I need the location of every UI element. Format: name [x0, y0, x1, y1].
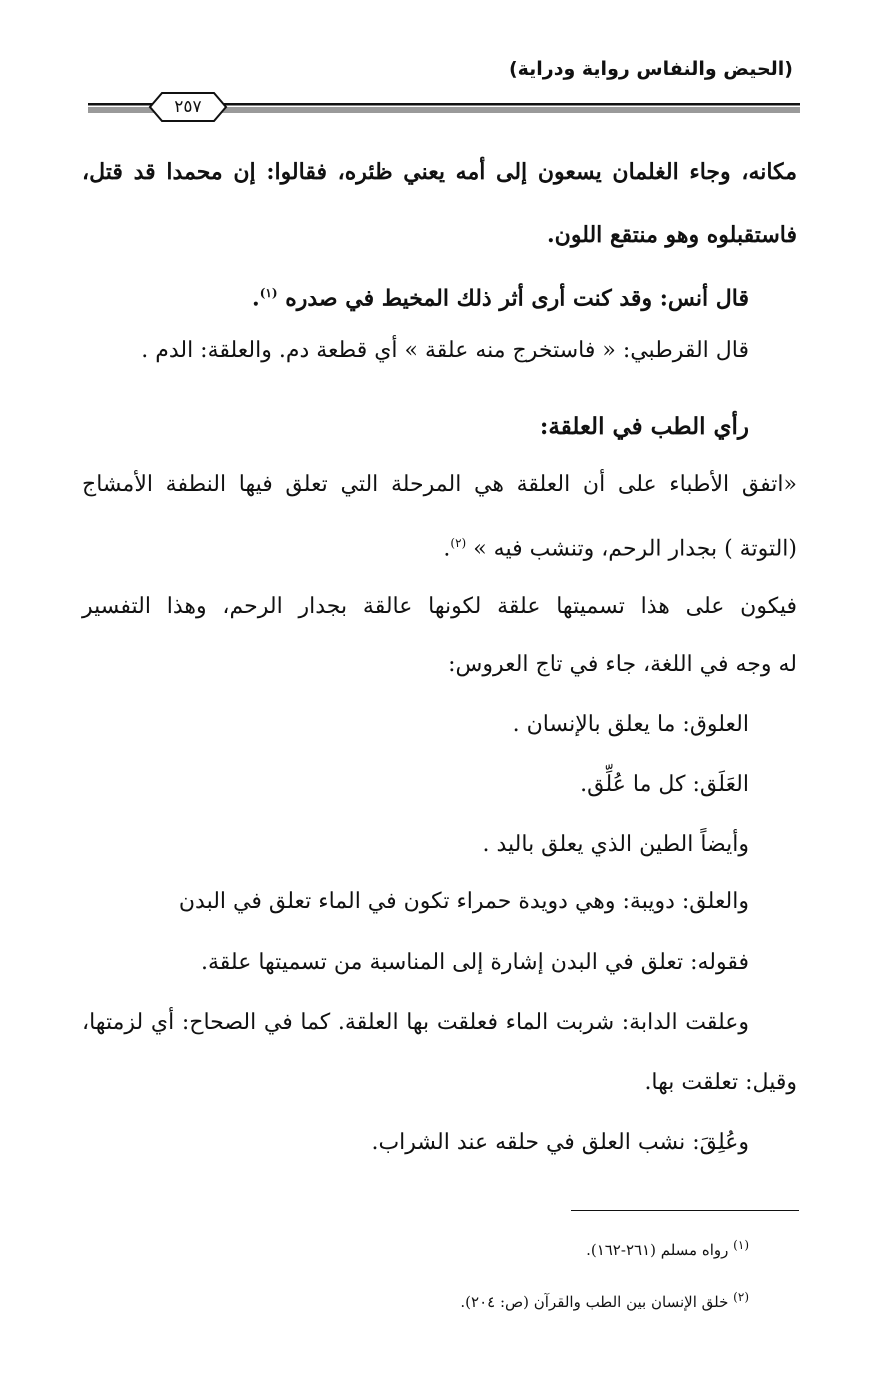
body-line-3 — [252, 278, 749, 313]
body-line-1: مكانه، وجاء الغلمان يسعون إلى أمه يعني ظئره، فقالوا: إن محمدا قد قتل، — [82, 159, 797, 185]
body-line-6: «اتفق الأطباء على أن العلقة هي المرحلة التي تعلق فيها النطفة الأمشاج — [82, 472, 797, 497]
footnote-2 — [460, 1286, 749, 1313]
body-line-12: وأيضاً الطين الذي يعلق باليد . — [482, 832, 749, 857]
footnote-1 — [586, 1234, 749, 1261]
body-line-13: والعلق: دويبة: وهي دويدة حمراء تكون في الماء تعلق في البدن — [178, 889, 749, 914]
footnote-1-marker: (١) — [733, 1238, 749, 1252]
body-line-14: فقوله: تعلق في البدن إشارة إلى المناسبة من تسميتها علقة. — [201, 950, 749, 975]
body-line-15: وعلقت الدابة: شربت الماء فعلقت بها العلقة. كما في الصحاح: أي لزمتها، — [82, 1010, 749, 1035]
body-line-10: العلوق: ما يعلق بالإنسان . — [512, 712, 749, 737]
footnote-ref-1: (١) — [259, 286, 278, 300]
body-line-11: العَلَق: كل ما عُلِّق. — [580, 772, 749, 797]
page-number: ٢٥٧ — [174, 97, 202, 117]
body-line-4: قال القرطبي: « فاستخرج منه علقة » أي قطعة دم. والعلقة: الدم . — [141, 338, 749, 363]
anas-quote: قال أنس: وقد كنت أرى أثر ذلك المخيط في صدره — [285, 285, 749, 312]
footnote-ref-2: (٢) — [450, 536, 467, 550]
footnote-ref-2-tail: . — [443, 536, 451, 562]
footnote-1-text: رواه مسلم (٢٦١-١٦٢). — [586, 1241, 729, 1259]
body-line-2: فاستقبلوه وهو منتقع اللون. — [547, 222, 797, 248]
medical-quote-end: (التوتة ) بجدار الرحم، وتنشب فيه » — [473, 536, 797, 562]
footnote-2-text: خلق الإنسان بين الطب والقرآن (ص: ٢٠٤). — [460, 1293, 729, 1311]
footnote-2-marker: (٢) — [733, 1290, 749, 1304]
body-line-9: له وجه في اللغة، جاء في تاج العروس: — [448, 652, 797, 677]
running-title: (الحيض والنفاس رواية ودراية) — [508, 58, 793, 80]
body-line-8: فيكون على هذا تسميتها علقة لكونها عالقة بجدار الرحم، وهذا التفسير — [82, 594, 797, 619]
body-line-7 — [443, 528, 797, 564]
section-heading: رأي الطب في العلقة: — [539, 413, 749, 440]
footnote-separator — [571, 1210, 799, 1211]
footnote-ref-1-tail: . — [252, 285, 260, 312]
body-line-17: وعُلِقَ: نشب العلق في حلقه عند الشراب. — [371, 1130, 749, 1155]
body-line-16: وقيل: تعلقت بها. — [644, 1070, 797, 1095]
